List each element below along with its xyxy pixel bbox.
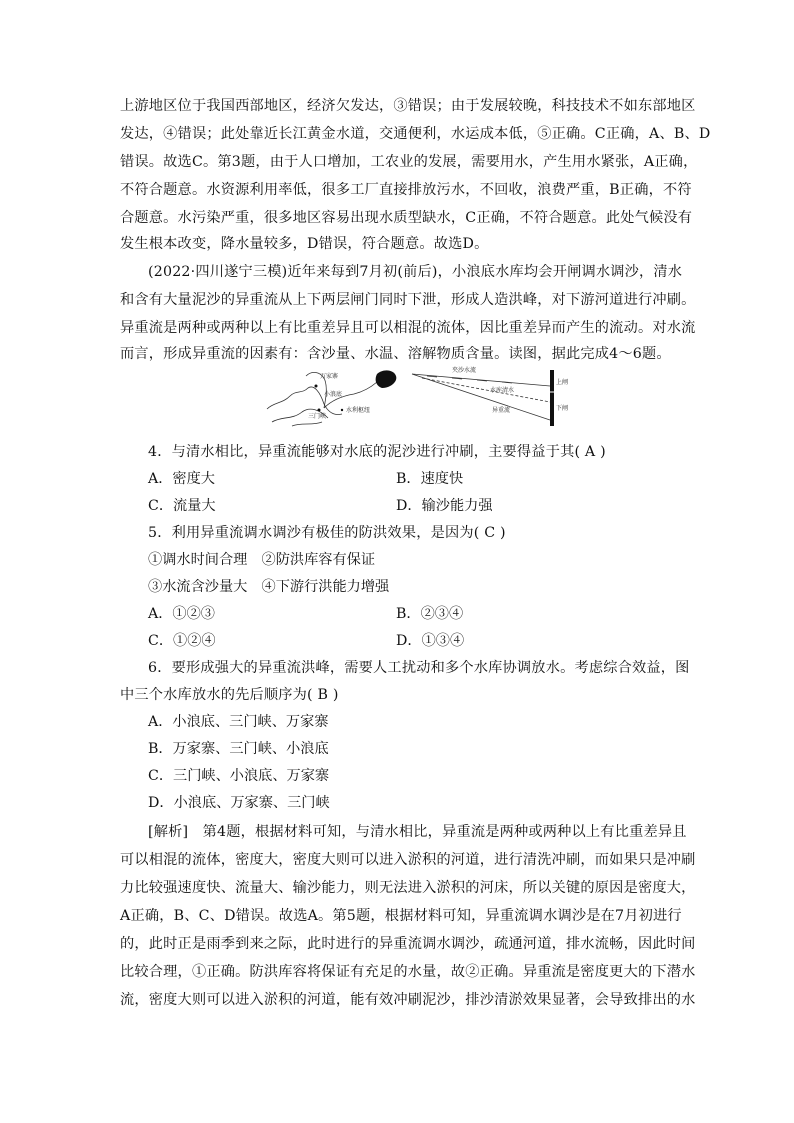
label-clear-water: 水库清水 — [490, 387, 515, 394]
q5-option-c: C．①②④ — [148, 633, 216, 649]
question-6-stem: 6．要形成强大的异重流洪峰，需要人工扰动和多个水库协调放水。考虑综合效益，图 — [148, 660, 690, 676]
analysis-line: 的，此时正是雨季到来之际，此时进行的异重流调水调沙，疏通河道，排水流畅，因此时间 — [120, 936, 696, 952]
q4-option-b: B．速度快 — [396, 471, 464, 487]
label-sediment-flow: 夹沙水流 — [452, 367, 477, 374]
text-line: 发达，④错误；此处靠近长江黄金水道，交通便利，水运成本低，⑤正确。C正确，A、B、D — [120, 126, 711, 142]
q5-statements-2: ③水流含沙量大 ④下游行洪能力增强 — [148, 579, 390, 595]
label-sanmenxia: 三门峡 — [308, 413, 327, 420]
analysis-line: [解析] 第4题，根据材料可知，与清水相比，异重流是两种或两种以上有比重差异且 — [148, 824, 687, 840]
text-line: 错误。故选C。第3题，由于人口增加，工农业的发展，需要用水，产生用水紧张，A正确， — [120, 154, 698, 170]
q4-option-c: C．流量大 — [148, 498, 216, 514]
q5-option-d: D．①③④ — [396, 633, 465, 649]
passage-line: 而言，形成异重流的因素有：含沙量、水温、溶解物质含量。读图，据此完成4～6题。 — [120, 346, 671, 362]
passage-line: 异重流是两种或两种以上有比重差异且可以相混的流体，因比重差异而产生的流动。对水流 — [120, 320, 696, 336]
question-6-stem: 中三个水库放水的先后顺序为( B ) — [120, 687, 339, 703]
label-density-current: 异重流 — [492, 407, 511, 414]
passage-line: (2022·四川遂宁三模)近年来每到7月初(前后)，小浪底水库均会开闸调水调沙，清水 — [148, 264, 683, 280]
q6-option-a: A．小浪底、三门峡、万家寨 — [148, 714, 329, 730]
label-lower-gate: 下闸 — [556, 405, 569, 412]
q6-option-b: B．万家寨、三门峡、小浪底 — [148, 741, 329, 757]
q5-option-b: B．②③④ — [396, 606, 464, 622]
river-map — [267, 370, 396, 426]
analysis-line: A正确，B、C、D错误。故选A。第5题，根据材料可知，异重流调水调沙是在7月初进行 — [120, 908, 682, 924]
question-5-stem: 5．利用异重流调水调沙有极佳的防洪效果，是因为( C ) — [148, 525, 506, 541]
label-xiaolangdi: 小浪底 — [324, 391, 343, 398]
q4-option-a: A．密度大 — [148, 471, 215, 487]
q6-option-d: D．小浪底、万家寨、三门峡 — [148, 795, 330, 811]
passage-line: 和含有大量泥沙的异重流从上下两层闸门同时下泄，形成人造洪峰，对下游河道进行冲刷。 — [120, 292, 696, 308]
label-upper-gate: 上闸 — [556, 379, 569, 386]
label-wanjiazhai: 万家寨 — [320, 373, 339, 380]
question-4-stem: 4．与清水相比，异重流能够对水底的泥沙进行冲刷，主要得益于其( A ) — [148, 444, 606, 460]
text-line: 发生根本改变，降水量较多，D错误，符合题意。故选D。 — [120, 236, 489, 252]
q4-option-d: D．输沙能力强 — [396, 498, 493, 514]
label-hydro-hub: 水利枢纽 — [346, 407, 371, 414]
text-line: 上游地区位于我国西部地区，经济欠发达，③错误；由于发展较晚，科技技术不如东部地区 — [120, 98, 696, 114]
reservoir-figure — [262, 364, 572, 430]
text-line: 合题意。水污染严重，很多地区容易出现水质型缺水，C正确，不符合题意。此处气候没有 — [120, 210, 693, 226]
q5-option-a: A．①②③ — [148, 606, 215, 622]
q6-option-c: C．三门峡、小浪底、万家寨 — [148, 768, 330, 784]
q5-statements-1: ①调水时间合理 ②防洪库容有保证 — [148, 552, 376, 568]
analysis-line: 流，密度大则可以进入淤积的河道，能有效冲刷泥沙，排沙清淤效果显著，会导致排出的水 — [120, 992, 696, 1008]
analysis-line: 比较合理，①正确。防洪库容将保证有充足的水量，故②正确。异重流是密度更大的下潜水 — [120, 964, 696, 980]
analysis-line: 可以相混的流体，密度大，密度大则可以进入淤积的河道，进行清洗冲刷，而如果只是冲刷 — [120, 852, 696, 868]
analysis-line: 力比较强速度快、流量大、输沙能力，则无法进入淤积的河床，所以关键的原因是密度大， — [120, 880, 696, 896]
flow-profile — [412, 366, 568, 426]
text-line: 不符合题意。水资源利用率低，很多工厂直接排放污水，不回收，浪费严重，B正确，不符 — [120, 182, 692, 198]
